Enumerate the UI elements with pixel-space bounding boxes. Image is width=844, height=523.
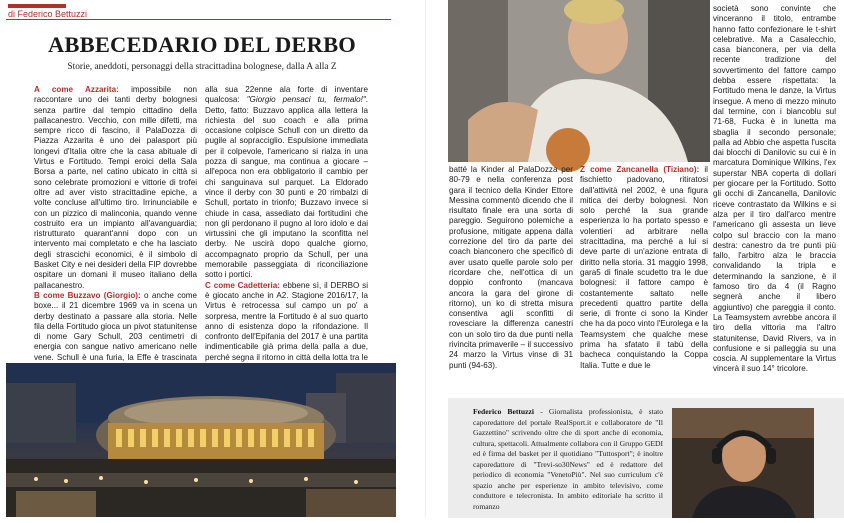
entry-a-text: impossibile non raccontare uno dei tanti derby bolognesi senza partire dal tempio cittadino della pallacanestro. Vecchio, con mille difetti, ma sempre ricco di fascino, il PalaDozza di Piazza Azzarita è uno dei palasport più longevi d'Italia oltre che la casa abituale di Virtus e Fortitudo. Tempi eroici della Sala Borsa a parte, nel catino ubicato in città si sono celebrate promozioni e vittorie di trofei oltre ad aver visto stracittadine epiche, a volte concluse all'ultimo tiro. Irrinunciabile e con un pizzico di malinconia, quando venne costruito era un impianto all'avanguardia; ristrutturato quarant'anni dopo con un intervento mai completato e che ha lasciato degli strascichi economici, è il simbolo di Basket City e nei desideri della FIP dovrebbe ospitare un domani il museo italiano della pallacanestro.	[34, 85, 197, 290]
bio-body: - Giornalista professionista, è stato caporedattore del portale RealSport.it e collaboratore de "Il Gazzettino" scrivendo oltre che di sport anche di economia, cultura, spettacoli. Attualmente collabora con il Gruppo GEDI ed è firma del basket per il quotidiano "Tuttosport"; è inoltre caporedattore di "Trevi-so30News" ed è redattore del periodico di economia "VenetoPiù". Nel suo curriculum c'è spazio anche per esperienze in ambito televisivo, come conduttore e telecronista. In ambito editoriale ha scritto il romanzo	[473, 407, 664, 511]
col3-paragraph: batté la Kinder al PalaDozza per 80-79 e nella conferenza post gara il tecnico della Kinder Ettore Messina commentò dicendo che il risultato finale era una sorta di pareggio. Seguirono polemiche a profusione, mitigate appena dalla correzione del tiro da parte dei coach bianconero che specificò di aver usato quelle parole solo per ricordare che, nell'ottica di un doppio confronto (mancava ancora la gara del girone di ritorno), un ko di stretta misura consentiva agli sconfitti di rovesciare la differenza canestri con un solo tiro da due punti nella rivincita primaverile – il successivo 24 marzo la Virtus vinse di 31 punti (94-63).	[449, 165, 573, 370]
entry-a-label: A come Azzarita:	[34, 85, 119, 94]
author-byline-text: di Federico Bettuzzi	[8, 9, 88, 19]
author-photo	[672, 408, 814, 518]
entry-c-text: ebbene sì, il DERBO si è giocato anche in A2. Stagione 2016/17, la Virtus è retrocessa sul campo un po' a sorpresa, mentre la Fortitudo è al suo quarto anno di esistenza dopo la rifondazione. Il confronto dell'Epifania del 2017 è una partita indimenticabile già prima della palla a due, perché segna il ritorno in città della lotta tra le	[205, 280, 368, 362]
col5-paragraph: società sono convinte che vinceranno il titolo, entrambe hanno fatto confezionare le t-shirt celebrative. Ma a Casalecchio, casa bianconera, per via della recente tradizione del sovvertimento del fattore campo debba essere rispettata: la Fortitudo mena le danze, la Virtus insegue. A meno di mezzo minuto dal termine, con i biancoblu sul 71-68, Fucka è in lunetta ma sbaglia il secondo personale; palla ad Abbio che aspetta l'uscita dai blocchi di Danilovic su cui è in marcatura Dominique Wilkins, l'ex superstar NBA coperta di dollari per giocare per la Fortitudo. Sotto gli occhi di Zancanella, Danilovic riceve contrastato da Wilkins e si alza per il tiro dall'arco mentre l'americano gli assesta un lieve colpo sul braccio con la mano destra: canestro da tre punti più fallo, l'arbitro alza le braccia convalidando la tripla e determinando la sanzione, è il famoso tiro da 4 (il Ragno segnerà anche il libero aggiuntivo) che pareggia il conto. La Teamsystem avrebbe ancora il tiro della vittoria ma l'altro statunitense, David Rivers, va in confusione e si palleggia su una coscia. Al supplementare la Virtus vincerà il suo 14° tricolore.	[713, 4, 836, 374]
author-illustration	[672, 408, 814, 518]
col2-text-a: alla sua 22enne ala forte di inventare qualcosa:	[205, 85, 368, 105]
entry-b-text: o anche come boxe... il 21 dicembre 1969 va in scena un derby destinato a passare alla storia. Nelle fila della Fortitudo gioca un pivot statunitense di nome Gary Schull, 203 centimetri di energia con sangue nativo americano nelle vene. Schull è una furia, la Effe è trascinata	[34, 290, 197, 362]
text-column-3	[449, 165, 573, 370]
byline-bar	[8, 4, 66, 8]
text-column-5	[713, 4, 836, 374]
player-photo	[448, 0, 710, 162]
author-byline	[8, 4, 87, 19]
entry-b-label: B come Buzzavo (Giorgio):	[34, 290, 141, 300]
entry-z-text: il fischietto padovano, ritiratosi dall'attività nel 2002, è una figura mitica dei derby bolognesi. Non solo perché la sua grande esperienza lo ha portato spesso e volentieri ad arbitrare nella stracittadina, ma perché a lui si deve parte di un'azione entrata di diritto nella storia. 31 maggio 1998, gara5 di finale scudetto tra le due bolognesi: il fattore campo è costantemente saltato nelle precedenti quattro partite della serie, di fronte ci sono la Kinder che ha da poco vinto l'Eurolega e la Teamsystem che qualche mese prima ha sfatato il tabù della bacheca conquistando la Coppa Italia. Tutte e due le	[580, 165, 708, 370]
arena-photo	[6, 363, 396, 517]
top-rule	[6, 19, 391, 20]
author-bio-text	[473, 407, 663, 517]
page-gutter	[425, 0, 426, 517]
entry-z-label: Z come Zancanella (Tiziano):	[580, 165, 700, 174]
entry-b-continued	[205, 85, 368, 281]
col2-text-b: . Detto, fatto: Buzzavo applica alla lettera la richiesta del suo coach e alla prima occasione colpisce Schull con un diretto da pugile al sopracciglio. Espulsione immediata per il colpevole, l'americano si rialza in una pozza di sangue, ma continua a giocare – all'epoca non era obbligatorio il cambio per chi sanguinava sul parquet. La Eldorado vince il derby con 30 punti e 20 rimbalzi di Schull, portato in trionfo; Buzzavo invece si chiude in casa, assediato dai fortitudini che non gli perdonano il pugno al loro idolo e dai virtussini che gli imputano la sconfitta nel derby. Ne uscirà dopo qualche giorno, accompagnato proprio da Schull, per una memorabile passeggiata di riconciliazione sotto i portici.	[205, 95, 368, 280]
player-illustration	[448, 0, 710, 162]
article-subtitle: Storie, aneddoti, personaggi della stracittadina bolognese, dalla A alla Z	[67, 62, 337, 72]
text-column-4	[580, 165, 708, 370]
entry-c-label: C come Cadetteria:	[205, 280, 280, 290]
text-column-1	[34, 85, 197, 362]
arena-illustration	[6, 363, 396, 517]
entry-z	[580, 165, 708, 371]
entry-a	[34, 85, 197, 291]
bio-name: Federico Bettuzzi	[473, 407, 535, 416]
article-title: ABBECEDARIO DEL DERBO	[47, 32, 357, 57]
col2-quote: "Giorgio pensaci tu, fermalo!"	[246, 95, 366, 105]
text-column-2	[205, 85, 368, 362]
